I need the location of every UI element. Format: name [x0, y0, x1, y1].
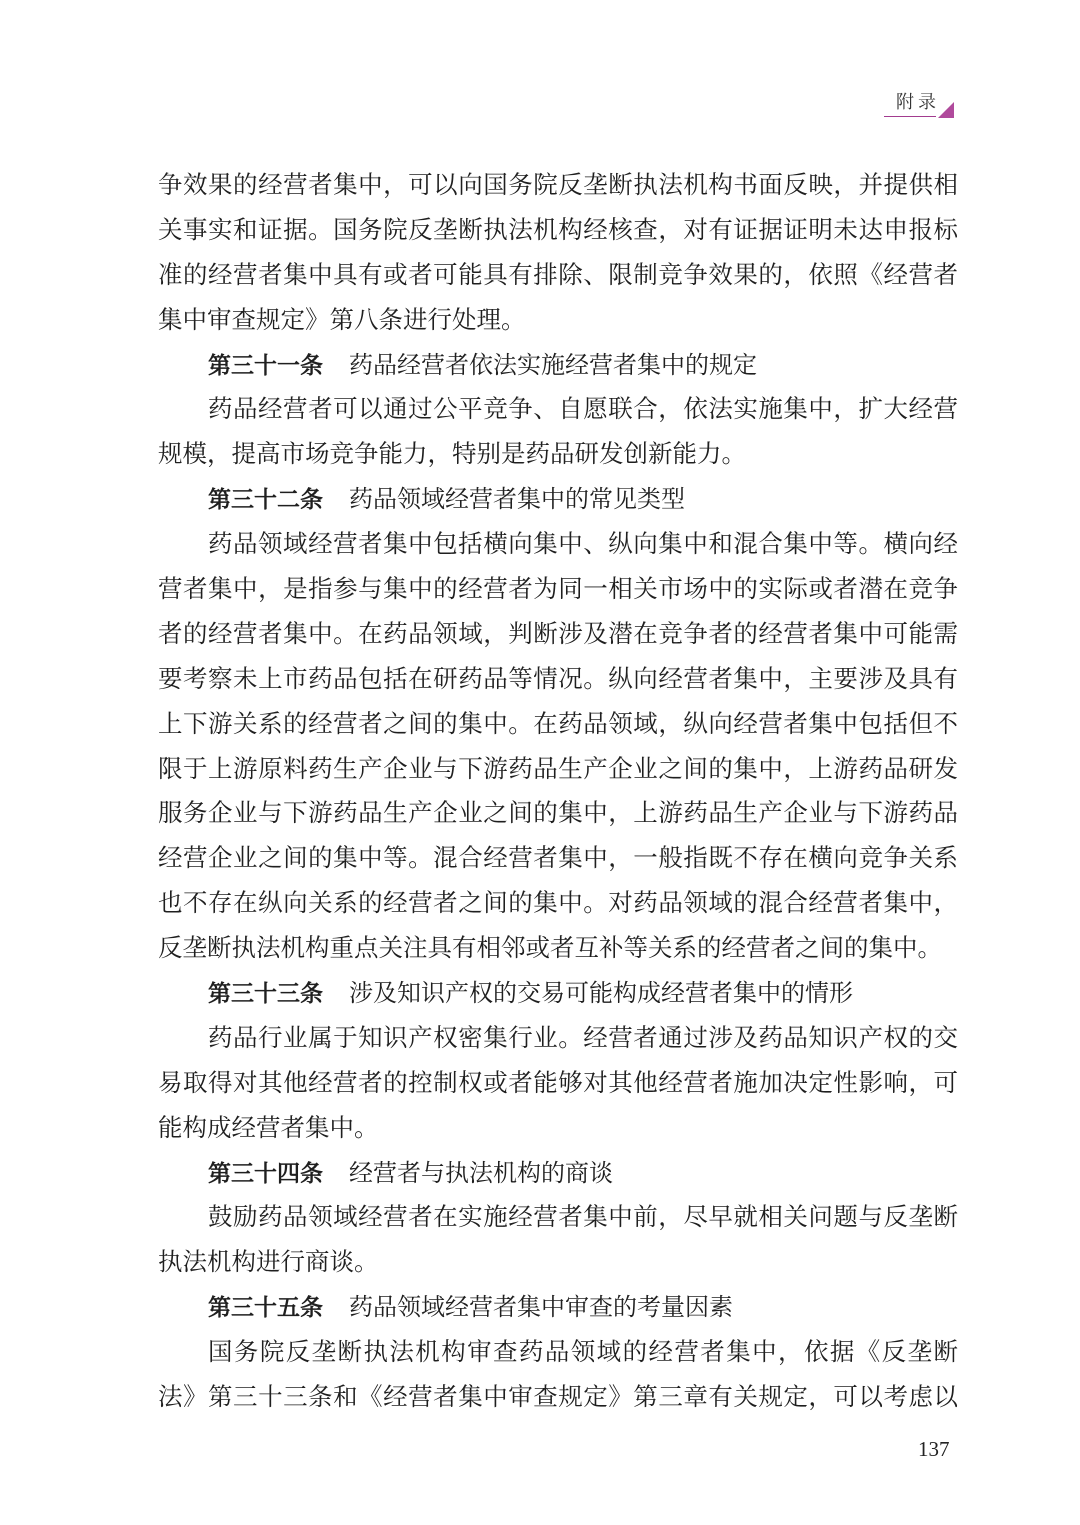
section-label: 附录: [896, 92, 940, 113]
text-line: 鼓励药品领域经营者在实施经营者集中前，尽早就相关问题与反垄断: [208, 1202, 958, 1232]
text-line: 反垄断执法机构重点关注具有相邻或者互补等关系的经营者之间的集中。: [158, 933, 942, 963]
article-title: 药品领域经营者集中审查的考量因素: [349, 1293, 733, 1322]
article-31-heading: [158, 343, 958, 388]
article-title: 经营者与执法机构的商谈: [349, 1158, 613, 1187]
text-line: 经营企业之间的集中等。混合经营者集中，一般指既不存在横向竞争关系: [158, 843, 958, 873]
text-line: 规模，提高市场竞争能力，特别是药品研发创新能力。: [158, 439, 746, 469]
text-line: 执法机构进行商谈。: [158, 1247, 379, 1277]
text-line: 国务院反垄断执法机构审查药品领域的经营者集中，依据《反垄断: [208, 1337, 958, 1367]
text-line: 药品行业属于知识产权密集行业。经营者通过涉及药品知识产权的交: [208, 1022, 958, 1052]
text-line: 营者集中，是指参与集中的经营者为同一相关市场中的实际或者潜在竞争: [158, 574, 958, 604]
page-body: [158, 163, 958, 1420]
text-line: 者的经营者集中。在药品领域，判断涉及潜在竞争者的经营者集中可能需: [158, 618, 958, 648]
article-34-heading: [158, 1151, 958, 1196]
article-number: 第三十一条: [208, 352, 323, 379]
article-title: 药品经营者依法实施经营者集中的规定: [349, 350, 757, 379]
text-line: 准的经营者集中具有或者可能具有排除、限制竞争效果的，依照《经营者: [158, 259, 958, 289]
article-32-heading: [158, 477, 958, 522]
text-line: 能构成经营者集中。: [158, 1112, 379, 1142]
article-number: 第三十四条: [208, 1160, 323, 1187]
article-number: 第三十三条: [208, 981, 323, 1008]
header-triangle-icon: [938, 102, 954, 118]
page-number: 137: [918, 1437, 950, 1461]
article-number: 第三十五条: [208, 1295, 323, 1322]
text-line: 限于上游原料药生产企业与下游药品生产企业之间的集中，上游药品研发: [158, 753, 958, 783]
text-line: 药品经营者可以通过公平竞争、自愿联合，依法实施集中，扩大经营: [208, 394, 958, 424]
article-33-heading: [158, 971, 958, 1016]
running-header: [884, 88, 956, 120]
text-line: 易取得对其他经营者的控制权或者能够对其他经营者施加决定性影响，可: [158, 1067, 958, 1097]
text-line: 也不存在纵向关系的经营者之间的集中。对药品领域的混合经营者集中，: [158, 888, 958, 918]
text-line: 集中审查规定》第八条进行处理。: [158, 304, 526, 334]
text-line: 上下游关系的经营者之间的集中。在药品领域，纵向经营者集中包括但不: [158, 708, 958, 738]
text-line: 药品领域经营者集中包括横向集中、纵向集中和混合集中等。横向经: [208, 529, 958, 559]
article-title: 药品领域经营者集中的常见类型: [349, 485, 685, 514]
text-line: 要考察未上市药品包括在研药品等情况。纵向经营者集中，主要涉及具有: [158, 663, 958, 693]
header-rule: [884, 116, 936, 117]
text-line: 法》第三十三条和《经营者集中审查规定》第三章有关规定，可以考虑以: [158, 1382, 958, 1412]
article-35-heading: [158, 1285, 958, 1330]
text-line: 服务企业与下游药品生产企业之间的集中，上游药品生产企业与下游药品: [158, 798, 958, 828]
text-line: 争效果的经营者集中，可以向国务院反垄断执法机构书面反映，并提供相: [158, 170, 958, 199]
article-title: 涉及知识产权的交易可能构成经营者集中的情形: [349, 979, 853, 1008]
article-number: 第三十二条: [208, 487, 323, 514]
text-line: 关事实和证据。国务院反垄断执法机构经核查，对有证据证明未达申报标: [158, 214, 958, 244]
